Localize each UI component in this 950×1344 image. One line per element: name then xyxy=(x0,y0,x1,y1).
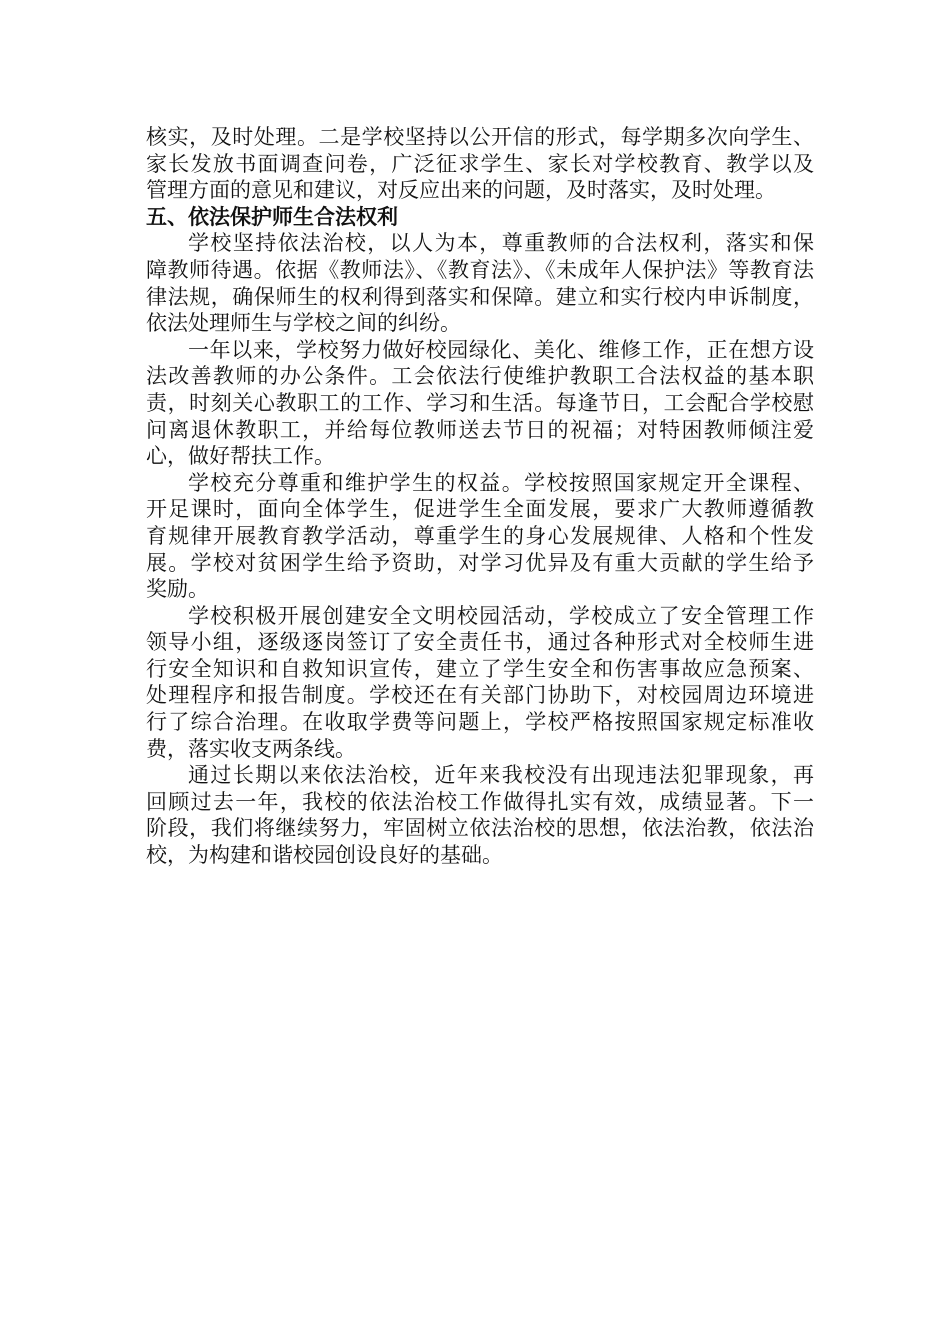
text-line: 法改善教师的办公条件。工会依法行使维护教职工合法权益的基本职 xyxy=(146,364,814,389)
paragraph-union-work xyxy=(146,337,814,470)
section-heading: 五、依法保护师生合法权利 xyxy=(146,203,398,229)
text-line: 家长发放书面调查问卷，广泛征求学生、家长对学校教育、教学以及 xyxy=(146,151,814,176)
text-line: 依法处理师生与学校之间的纠纷。 xyxy=(146,311,461,336)
text-line: 责，时刻关心教职工的工作、学习和生活。每逢节日，工会配合学校慰 xyxy=(146,390,814,415)
text-line: 障教师待遇。依据《教师法》、《教育法》、《未成年人保护法》等教育法 xyxy=(146,257,814,282)
document-body xyxy=(146,124,814,869)
paragraph-teacher-rights xyxy=(146,230,814,336)
paragraph-student-rights xyxy=(146,470,814,603)
text-line: 回顾过去一年，我校的依法治校工作做得扎实有效，成绩显著。下一 xyxy=(146,789,814,814)
text-line: 管理方面的意见和建议，对反应出来的问题，及时落实，及时处理。 xyxy=(146,178,776,203)
text-line: 律法规，确保师生的权利得到落实和保障。建立和实行校内申诉制度， xyxy=(146,284,814,309)
text-line: 通过长期以来依法治校，近年来我校没有出现违法犯罪现象，再 xyxy=(188,763,814,788)
text-line: 费，落实收支两条线。 xyxy=(146,736,356,761)
text-line: 阶段，我们将继续努力，牢固树立依法治校的思想，依法治教，依法治 xyxy=(146,816,814,841)
text-line: 心，做好帮扶工作。 xyxy=(146,444,335,469)
text-line: 展。学校对贫困学生给予资助，对学习优异及有重大贡献的学生给予 xyxy=(146,550,814,575)
text-line: 奖励。 xyxy=(146,577,209,602)
text-line: 校，为构建和谐校园创设良好的基础。 xyxy=(146,843,503,868)
text-line: 学校积极开展创建安全文明校园活动，学校成立了安全管理工作 xyxy=(188,603,814,628)
text-line: 育规律开展教育教学活动，尊重学生的身心发展规律、人格和个性发 xyxy=(146,523,814,548)
text-line: 开足课时，面向全体学生，促进学生全面发展，要求广大教师遵循教 xyxy=(146,497,814,522)
text-line: 一年以来，学校努力做好校园绿化、美化、维修工作，正在想方设 xyxy=(188,337,814,362)
paragraph-conclusion xyxy=(146,762,814,868)
text-line: 核实，及时处理。二是学校坚持以公开信的形式，每学期多次向学生、 xyxy=(146,125,814,149)
text-line: 行安全知识和自救知识宣传，建立了学生安全和伤害事故应急预案、 xyxy=(146,656,814,681)
text-line: 学校充分尊重和维护学生的权益。学校按照国家规定开全课程、 xyxy=(188,470,814,495)
text-line: 问离退休教职工，并给每位教师送去节日的祝福；对特困教师倾注爱 xyxy=(146,417,814,442)
paragraph-continuation xyxy=(146,124,814,204)
text-line: 行了综合治理。在收取学费等问题上，学校严格按照国家规定标准收 xyxy=(146,710,814,735)
paragraph-campus-safety xyxy=(146,603,814,763)
text-line: 领导小组，逐级逐岗签订了安全责任书，通过各种形式对全校师生进 xyxy=(146,630,814,655)
text-line: 学校坚持依法治校，以人为本，尊重教师的合法权利，落实和保 xyxy=(188,231,814,256)
text-line: 处理程序和报告制度。学校还在有关部门协助下，对校园周边环境进 xyxy=(146,683,814,708)
